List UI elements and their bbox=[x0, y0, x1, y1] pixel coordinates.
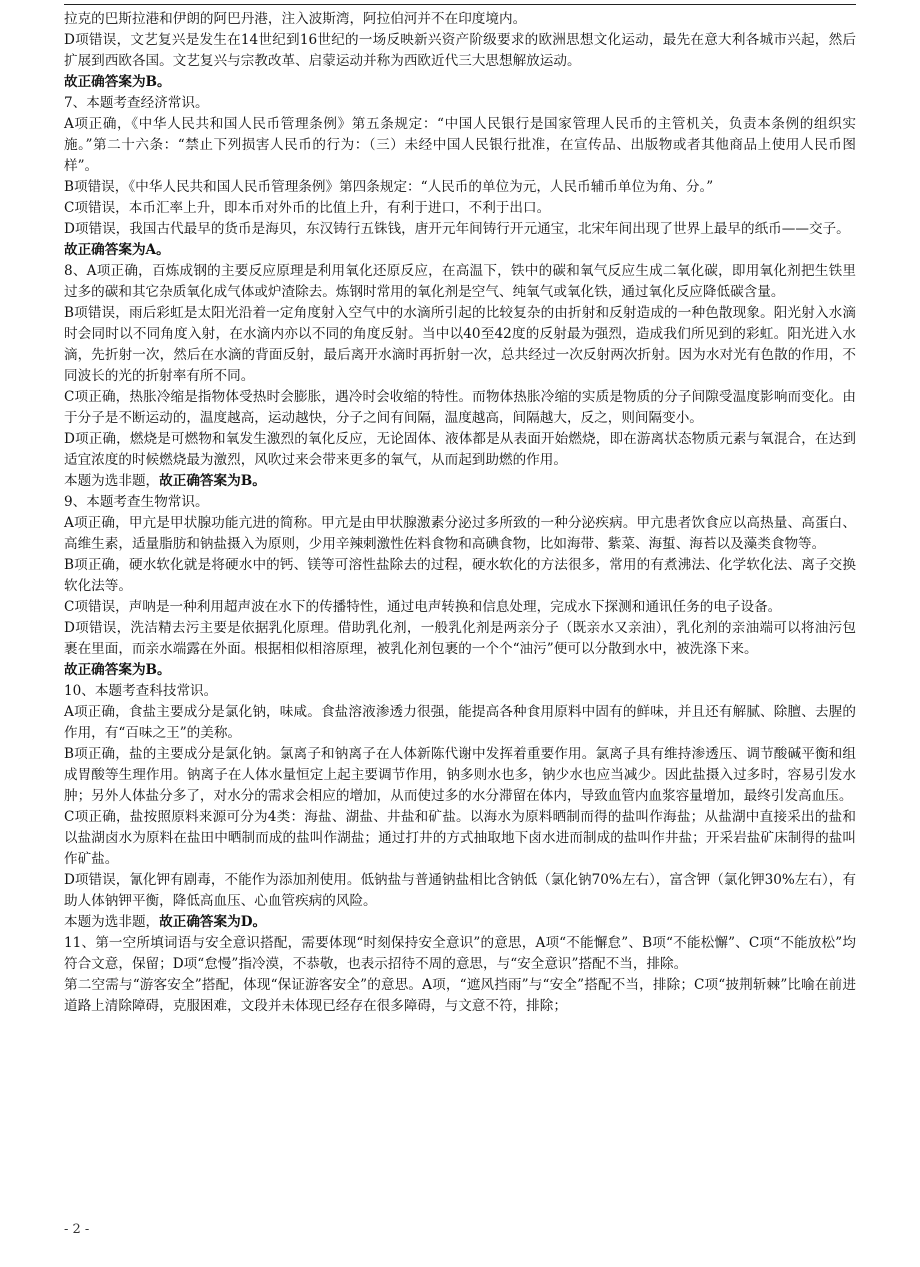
paragraph: D项正确，燃烧是可燃物和氧发生激烈的氧化反应，无论固体、液体都是从表面开始燃烧，即在游离状态物质元素与氧混合，在达到适宜浓度的时候燃烧最为激烈，风吹过来会带来更多的氧气，从而起到助燃的作用。 bbox=[64, 431, 856, 468]
paragraph: A项正确，甲亢是甲状腺功能亢进的简称。甲亢是由甲状腺激素分泌过多所致的一种分泌疾病。甲亢患者饮食应以高热量、高蛋白、高维生素，适量脂肪和钠盐摄入为原则，少用辛辣刺激性佐料食物和高碘食物，比如海带、紫菜、海蜇、海苔以及藻类食物等。 bbox=[64, 515, 856, 552]
answer-conclusion: 故正确答案为B。 bbox=[64, 662, 171, 678]
paragraph: D项错误，文艺复兴是发生在14世纪到16世纪的一场反映新兴资产阶级要求的欧洲思想文化运动，最先在意大利各城市兴起，然后扩展到西欧各国。文艺复兴与宗教改革、启蒙运动并称为西欧近代三大思想解放运动。 bbox=[64, 32, 856, 69]
paragraph: C项错误，本币汇率上升，即本币对外币的比值上升，有利于进口，不利于出口。 bbox=[64, 200, 551, 216]
paragraph: 第二空需与“游客安全”搭配，体现“保证游客安全”的意思。A项，“遮风挡雨”与“安全”搭配不当，排除；C项“披荆斩棘”比喻在前进道路上清除障碍，克服困难，文段并未体现已经存在很多障碍，与文意不符，排除； bbox=[64, 977, 856, 1014]
paragraph: B项错误，《中华人民共和国人民币管理条例》第四条规定：“人民币的单位为元，人民币辅币单位为角、分。” bbox=[64, 179, 714, 195]
header-rule bbox=[64, 4, 856, 5]
answer-conclusion: 故正确答案为B。 bbox=[64, 74, 171, 90]
paragraph: C项正确，盐按照原料来源可分为4类：海盐、湖盐、井盐和矿盐。以海水为原料晒制而得的盐叫作海盐；从盐湖中直接采出的盐和以盐湖卤水为原料在盐田中晒制而成的盐叫作湖盐；通过打井的方式抽取地下卤水进而制成的盐叫作井盐；开采岩盐矿床制得的盐叫作矿盐。 bbox=[64, 809, 856, 867]
paragraph: D项错误，我国古代最早的货币是海贝，东汉铸行五铢钱，唐开元年间铸行开元通宝，北宋年间出现了世界上最早的纸币——交子。 bbox=[64, 221, 850, 237]
paragraph: A项正确，食盐主要成分是氯化钠，味咸。食盐溶液渗透力很强，能提高各种食用原料中固有的鲜味，并且还有解腻、除膻、去腥的作用，有“百味之王”的美称。 bbox=[64, 704, 856, 741]
paragraph: 拉克的巴斯拉港和伊朗的阿巴丹港，注入波斯湾，阿拉伯河并不在印度境内。 bbox=[64, 11, 527, 27]
answer-conclusion: 故正确答案为D。 bbox=[159, 914, 267, 930]
paragraph: 8、A项正确，百炼成钢的主要反应原理是利用氧化还原反应，在高温下，铁中的碳和氧气反应生成二氧化碳，即用氧化剂把生铁里过多的碳和其它杂质氧化成气体或炉渣除去。炼钢时常用的氧化剂是空气、纯氧气或氧化铁，通过氧化反应降低碳含量。 bbox=[64, 263, 856, 300]
paragraph: B项正确，盐的主要成分是氯化钠。氯离子和钠离子在人体新陈代谢中发挥着重要作用。氯离子具有维持渗透压、调节酸碱平衡和组成胃酸等生理作用。钠离子在人体水量恒定上起主要调节作用，钠多则水也多，钠少水也应当减少。因此盐摄入过多时，容易引发水肿；另外人体盐分多了，对水分的需求会相应的增加，从而使过多的水分滞留在体内，导致血管内血浆容量增加，最终引发高血压。 bbox=[64, 746, 856, 804]
page-number: - 2 - bbox=[64, 1222, 90, 1237]
paragraph: D项错误，洗洁精去污主要是依据乳化原理。借助乳化剂，一般乳化剂是两亲分子（既亲水又亲油），乳化剂的亲油端可以将油污包裹在里面，而亲水端露在外面。根据相似相溶原理，被乳化剂包裹的一个个“油污”便可以分散到水中，被洗涤下来。 bbox=[64, 620, 856, 657]
paragraph: C项正确，热胀冷缩是指物体受热时会膨胀，遇冷时会收缩的特性。而物体热胀冷缩的实质是物质的分子间隙受温度影响而变化。由于分子是不断运动的，温度越高，运动越快，分子之间有间隔，温度越高，间隔越大，反之，则间隔变小。 bbox=[64, 389, 856, 426]
paragraph: B项正确，硬水软化就是将硬水中的钙、镁等可溶性盐除去的过程，硬水软化的方法很多，常用的有煮沸法、化学软化法、离子交换软化法等。 bbox=[64, 557, 856, 594]
paragraph: C项错误，声呐是一种利用超声波在水下的传播特性，通过电声转换和信息处理，完成水下探测和通讯任务的电子设备。 bbox=[64, 599, 782, 615]
paragraph: 10、本题考查科技常识。 bbox=[64, 683, 218, 699]
answer-conclusion: 故正确答案为A。 bbox=[64, 242, 170, 258]
answer-conclusion: 故正确答案为B。 bbox=[159, 473, 266, 489]
paragraph: 本题为选非题，故正确答案为D。 bbox=[64, 914, 267, 930]
paragraph: 7、本题考查经济常识。 bbox=[64, 95, 209, 111]
paragraph: D项错误，氰化钾有剧毒，不能作为添加剂使用。低钠盐与普通钠盐相比含钠低（氯化钠70%左右），富含钾（氯化钾30%左右），有助人体钠钾平衡，降低高血压、心血管疾病的风险。 bbox=[64, 872, 856, 909]
paragraph: B项错误，雨后彩虹是太阳光沿着一定角度射入空气中的水滴所引起的比较复杂的由折射和反射造成的一种色散现象。阳光射入水滴时会同时以不同角度入射，在水滴内亦以不同的角度反射。当中以40至42度的反射最为强烈，造成我们所见到的彩虹。阳光进入水滴，先折射一次，然后在水滴的背面反射，最后离开水滴时再折射一次，总共经过一次反射两次折射。因为水对光有色散的作用，不同波长的光的折射率有所不同。 bbox=[64, 305, 856, 384]
paragraph: 本题为选非题，故正确答案为B。 bbox=[64, 473, 266, 489]
paragraph: 11、第一空所填词语与安全意识搭配，需要体现“时刻保持安全意识”的意思，A项“不能懈怠”、B项“不能松懈”、C项“不能放松”均符合文意，保留；D项“怠慢”指冷漠，不恭敬，也表示招待不周的意思，与“安全意识”搭配不当，排除。 bbox=[64, 935, 856, 972]
paragraph: A项正确，《中华人民共和国人民币管理条例》第五条规定：“中国人民银行是国家管理人民币的主管机关，负责本条例的组织实施。”第二十六条：“禁止下列损害人民币的行为：（三）未经中国人民银行批准，在宣传品、出版物或者其他商品上使用人民币图样”。 bbox=[64, 116, 856, 174]
answer-explanation-text bbox=[64, 9, 856, 1017]
paragraph: 9、本题考查生物常识。 bbox=[64, 494, 209, 510]
